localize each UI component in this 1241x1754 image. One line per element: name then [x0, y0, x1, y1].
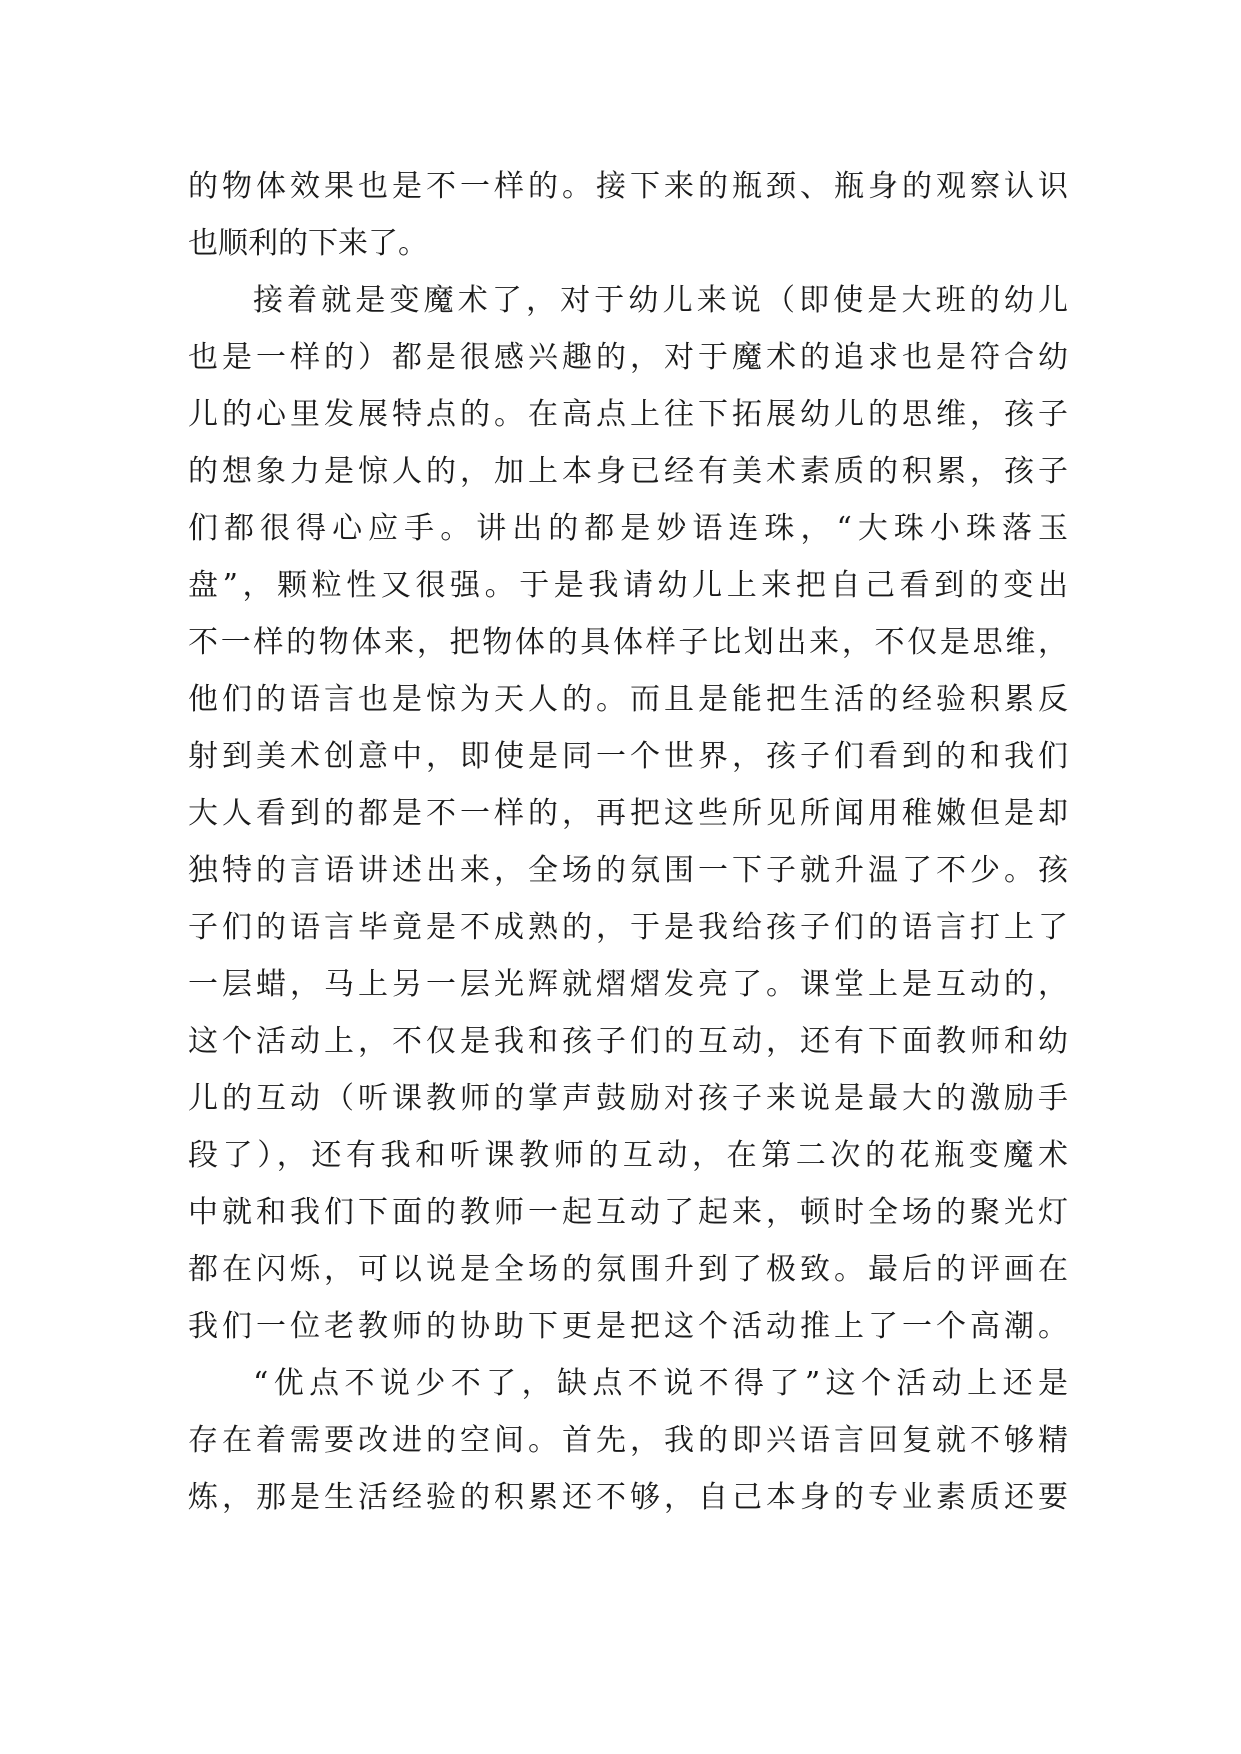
text-line: 大人看到的都是不一样的，再把这些所见所闻用稚嫩但是却 — [188, 796, 1068, 831]
text-line: 这个活动上，不仅是我和孩子们的互动，还有下面教师和幼 — [188, 1024, 1068, 1059]
text-line: 的想象力是惊人的，加上本身已经有美术素质的积累，孩子 — [188, 454, 1068, 489]
text-line: 都在闪烁，可以说是全场的氛围升到了极致。最后的评画在 — [188, 1252, 1068, 1287]
paragraph-start-line: “优点不说少不了，缺点不说不得了”这个活动上还是 — [253, 1366, 1068, 1401]
text-line: 子们的语言毕竟是不成熟的，于是我给孩子们的语言打上了 — [188, 910, 1068, 945]
text-line: 段了），还有我和听课教师的互动，在第二次的花瓶变魔术 — [188, 1138, 1068, 1173]
text-line: 炼，那是生活经验的积累还不够，自己本身的专业素质还要 — [188, 1480, 1068, 1515]
text-line: 也顺利的下来了。 — [188, 226, 428, 261]
text-line: 一层蜡，马上另一层光辉就熠熠发亮了。课堂上是互动的， — [188, 967, 1068, 1002]
text-line: 儿的心里发展特点的。在高点上往下拓展幼儿的思维，孩子 — [188, 397, 1068, 432]
text-line: 射到美术创意中，即使是同一个世界，孩子们看到的和我们 — [188, 739, 1068, 774]
text-line: 的物体效果也是不一样的。接下来的瓶颈、瓶身的观察认识 — [188, 169, 1068, 204]
text-line: 他们的语言也是惊为天人的。而且是能把生活的经验积累反 — [188, 682, 1068, 717]
text-line: 也是一样的）都是很感兴趣的，对于魔术的追求也是符合幼 — [188, 340, 1068, 375]
text-line: 存在着需要改进的空间。首先，我的即兴语言回复就不够精 — [188, 1423, 1068, 1458]
body-text — [188, 158, 1068, 1526]
text-line: 儿的互动（听课教师的掌声鼓励对孩子来说是最大的激励手 — [188, 1081, 1068, 1116]
text-line: 我们一位老教师的协助下更是把这个活动推上了一个高潮。 — [188, 1309, 1068, 1344]
text-line: 们都很得心应手。讲出的都是妙语连珠，“大珠小珠落玉 — [188, 511, 1068, 546]
text-line: 中就和我们下面的教师一起互动了起来，顿时全场的聚光灯 — [188, 1195, 1068, 1230]
paragraph-start-line: 接着就是变魔术了，对于幼儿来说（即使是大班的幼儿 — [253, 283, 1068, 318]
text-line: 不一样的物体来，把物体的具体样子比划出来，不仅是思维， — [188, 625, 1068, 660]
text-line: 盘”，颗粒性又很强。于是我请幼儿上来把自己看到的变出 — [188, 568, 1068, 603]
text-line: 独特的言语讲述出来，全场的氛围一下子就升温了不少。孩 — [188, 853, 1068, 888]
